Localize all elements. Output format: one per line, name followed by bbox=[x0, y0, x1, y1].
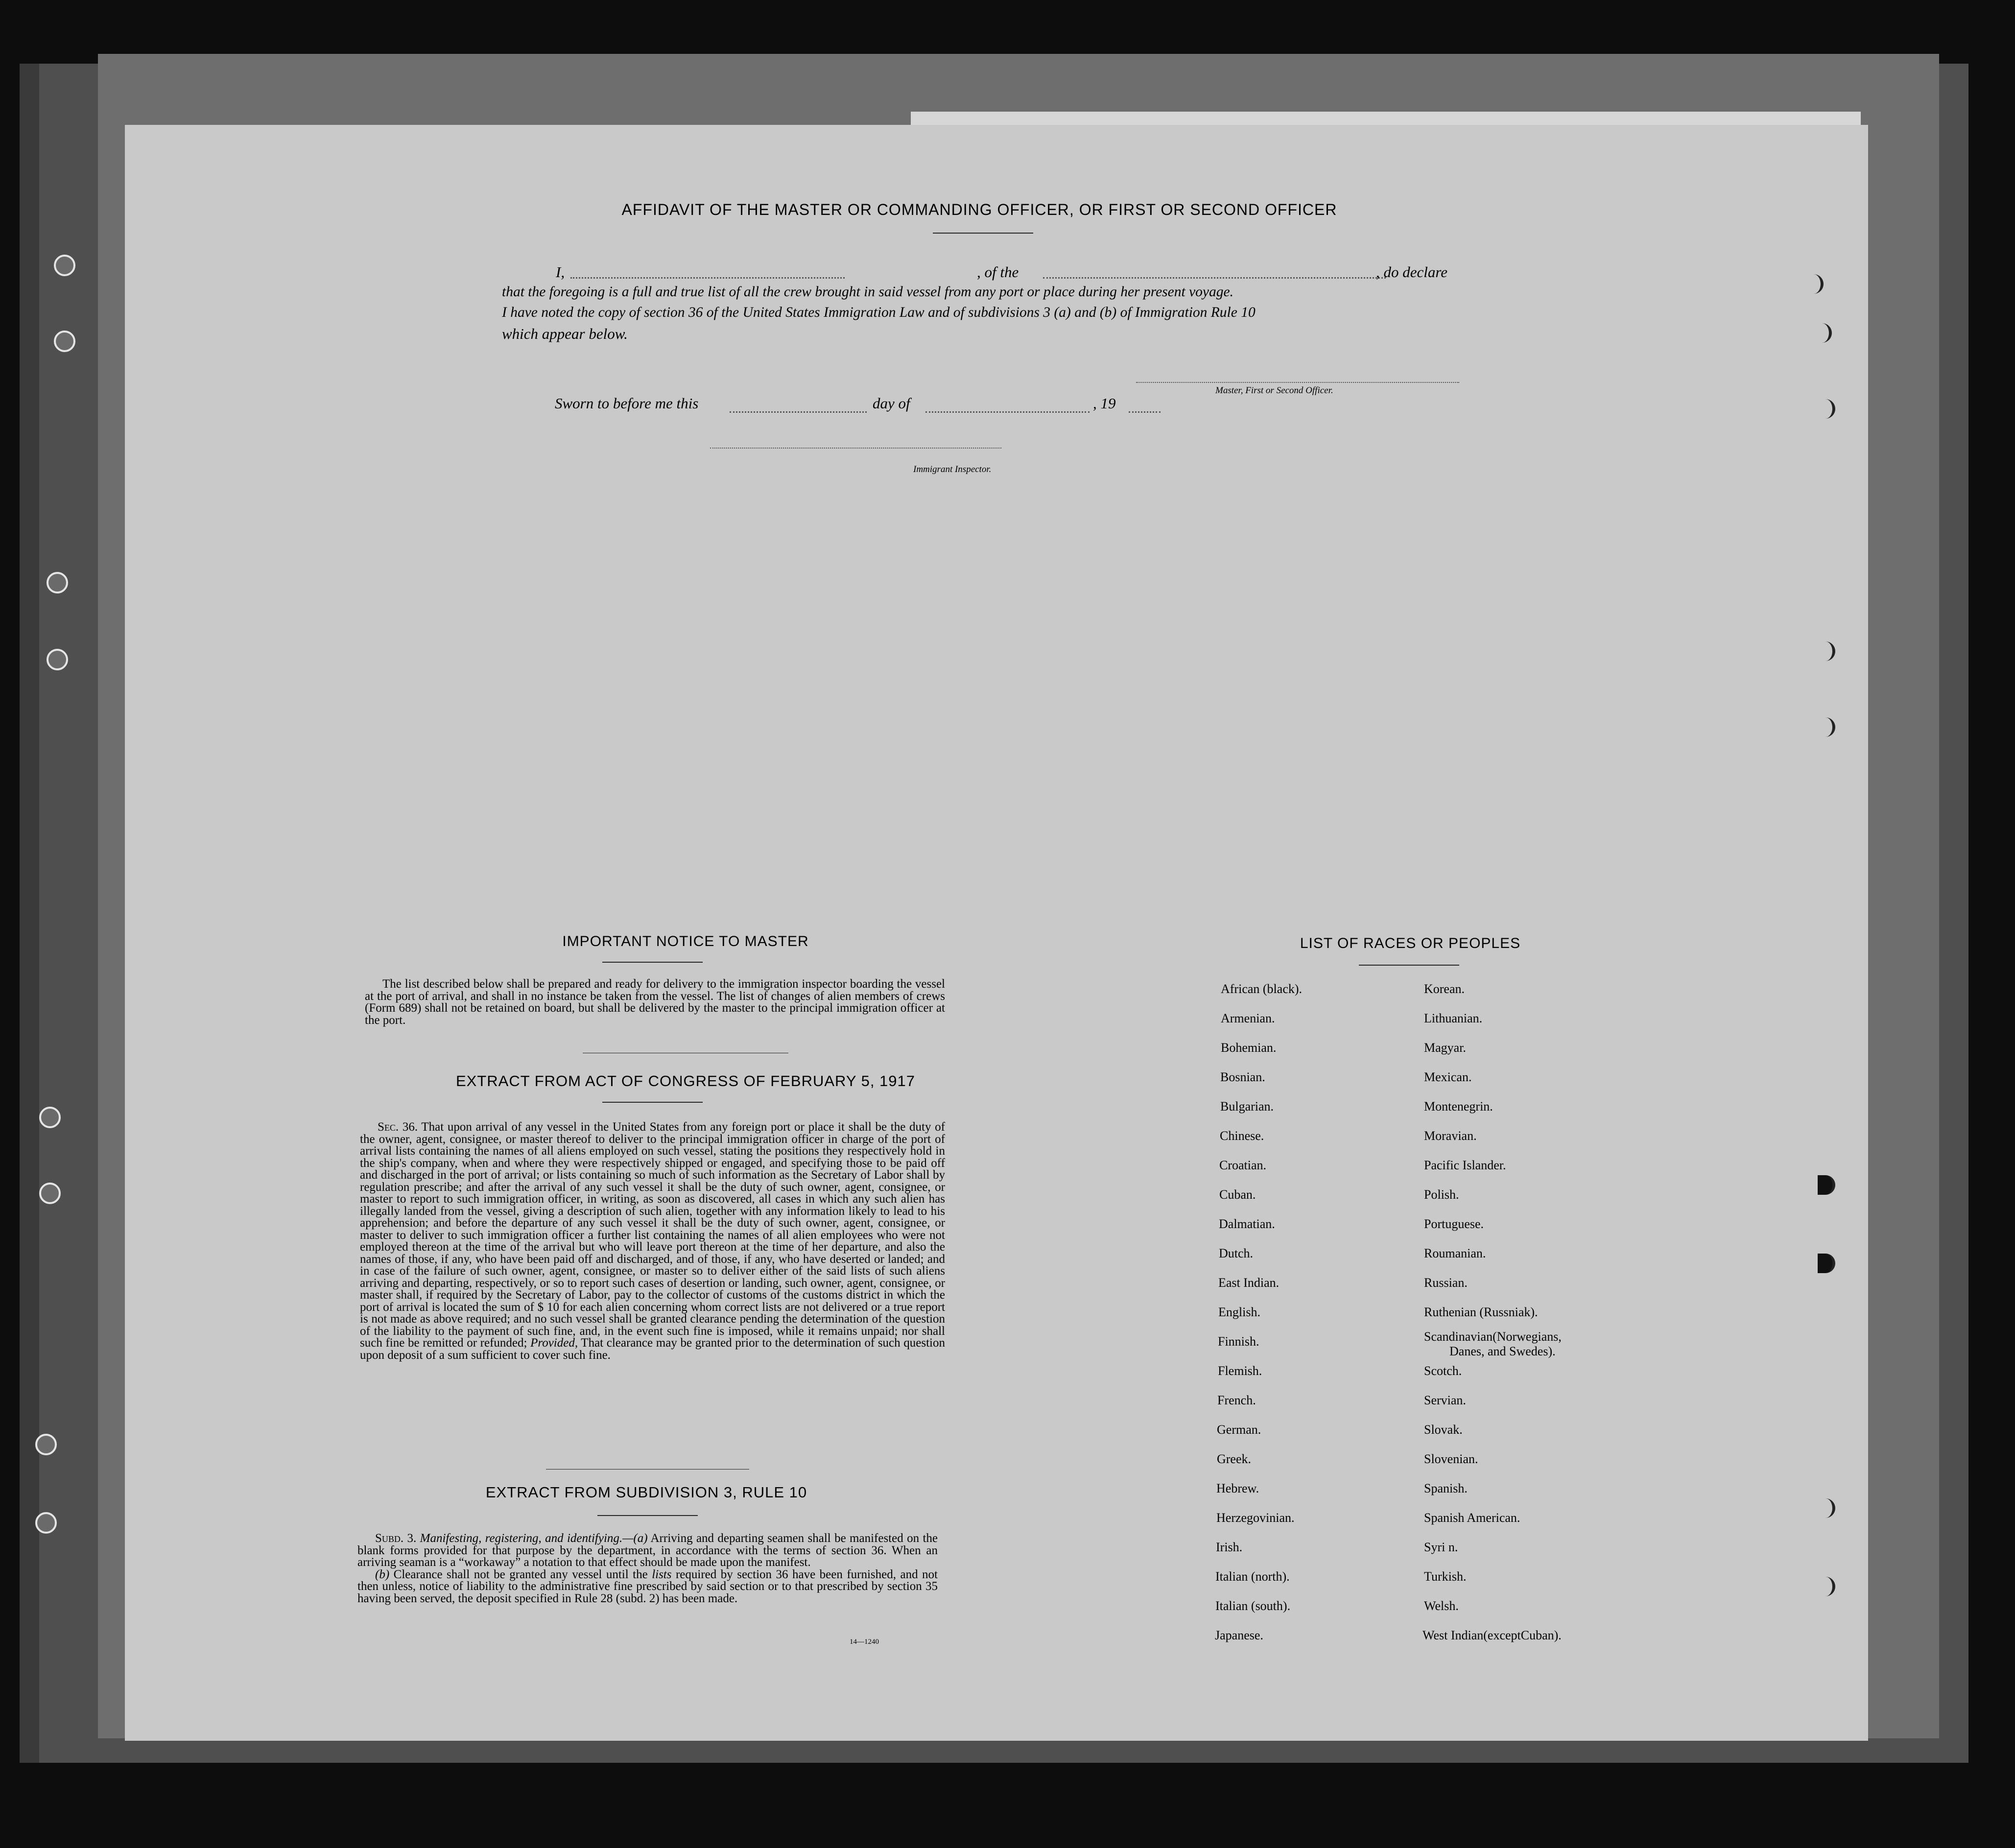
race-item: Lithuanian. bbox=[1424, 1011, 1483, 1025]
race-item: French. bbox=[1217, 1393, 1256, 1407]
day-blank bbox=[730, 411, 867, 413]
name-blank bbox=[570, 277, 845, 279]
race-item: Croatian. bbox=[1219, 1158, 1267, 1172]
year-blank bbox=[1129, 411, 1161, 413]
affidavit-title: AFFIDAVIT OF THE MASTER OR COMMANDING OFFICER, OR FIRST OR SECOND OFFICER bbox=[621, 201, 1337, 218]
signature-label: Master, First or Second Officer. bbox=[1215, 385, 1333, 396]
binder-hole bbox=[47, 572, 68, 593]
race-item: Herzegovinian. bbox=[1216, 1511, 1295, 1525]
race-item: Irish. bbox=[1216, 1540, 1243, 1554]
race-item: Magyar. bbox=[1424, 1041, 1466, 1055]
notice-text-content: The list described below shall be prepared and ready for delivery to the immigration inspector boarding the vessel at the port of arrival, and shall in no instance be taken from the vessel. The list of changes of alien members of crews (Form 689) shall not be retained on board, but shall be delivered by the master to the principal immigration officer at the port. bbox=[365, 977, 945, 1027]
race-item: Polish. bbox=[1424, 1187, 1459, 1202]
race-item: Dutch. bbox=[1219, 1246, 1254, 1260]
race-item: Russian. bbox=[1424, 1276, 1468, 1290]
rule-heading: Manifesting, registering, and identifying.—(a) bbox=[420, 1532, 648, 1545]
notice-title: IMPORTANT NOTICE TO MASTER bbox=[562, 933, 809, 949]
title-rule bbox=[933, 233, 1033, 234]
race-item: Armenian. bbox=[1221, 1011, 1275, 1025]
race-item: Dalmatian. bbox=[1219, 1217, 1275, 1231]
affidavit-line-3: I have noted the copy of section 36 of the United States Immigration Law and of subdivisions 3 (a) and (b) of Immigration Rule 10 bbox=[502, 305, 1256, 320]
rule-lists-word: lists bbox=[652, 1567, 672, 1581]
race-item: African (black). bbox=[1221, 982, 1303, 996]
race-item: Greek. bbox=[1217, 1452, 1252, 1466]
race-item: Pacific Islander. bbox=[1424, 1158, 1506, 1172]
race-item: Scotch. bbox=[1424, 1364, 1462, 1378]
race-item: Finnish. bbox=[1218, 1334, 1259, 1349]
race-item: Mexican. bbox=[1424, 1070, 1472, 1084]
notice-text bbox=[365, 978, 945, 1026]
race-item: Japanese. bbox=[1215, 1628, 1263, 1642]
act-text-content: That upon arrival of any vessel in the United States from any foreign port or place it shall be the duty of the owner, agent, consignee, or master thereof to deliver to the principal immigration officer in charge of the port of arrival lists containing the names of all aliens employed on such vessel, stating the positions they respectively hold in the ship's company, when and where they were respectively shipped or engaged, and specifying those to be paid off and discharged in the port of arrival; or lists containing so much of such information as the Secretary of Labor shall by regulation prescribe; and after the arrival of any such vessel it shall be the duty of such owner, agent, consignee, or master to report to such immigration officer, in writing, as soon as discovered, all cases in which any such alien has illegally landed from the vessel, giving a description of such alien, together with any information likely to lead to his apprehension; and before the departure of any such vessel it shall be the duty of such owner, agent, consignee, or master to deliver to such immigration officer a further list containing the names of all alien employees who were not employed thereon at the time of the arrival but who will leave port thereon at the time of her departure, and also the names of those, if any, who have been paid off and discharged, and of those, if any, who have deserted or landed; and in case of the failure of such owner, agent, consignee, or master so to deliver either of the said lists of such aliens arriving and departing, respectively, or so to report such cases of desertion or landing, such owner, agent, consignee, or master shall, if required by the Secretary of Labor, pay to the collector of customs of the customs district in which the port of arrival is located the sum of $ 10 for each alien concerning whom correct lists are not delivered or a true report is not made as above required; and no such vessel shall be granted clearance pending the determination of the question of the liability to the payment of such fine, and, in the event such fine is imposed, while it remains unpaid; nor shall such fine be remitted or refunded; bbox=[360, 1120, 945, 1350]
day-of: day of bbox=[873, 395, 910, 412]
race-item-continued: Danes, and Swedes). bbox=[1449, 1344, 1556, 1358]
race-item: West Indian(exceptCuban). bbox=[1422, 1628, 1562, 1642]
act-title: EXTRACT FROM ACT OF CONGRESS OF FEBRUARY 5, 1917 bbox=[455, 1072, 916, 1090]
race-item: Ruthenian (Russniak). bbox=[1424, 1305, 1538, 1319]
race-item: Syri n. bbox=[1424, 1540, 1458, 1554]
race-item: Cuban. bbox=[1219, 1187, 1256, 1202]
rule-title: EXTRACT FROM SUBDIVISION 3, RULE 10 bbox=[485, 1484, 807, 1501]
binder-hole bbox=[47, 649, 68, 670]
year-prefix: , 19 bbox=[1093, 395, 1116, 412]
act-text bbox=[360, 1121, 945, 1361]
race-item: Scandinavian(Norwegians, bbox=[1424, 1329, 1562, 1344]
binder-hole bbox=[54, 255, 75, 276]
affidavit-line-4: which appear below. bbox=[502, 325, 628, 342]
rule-label-b: (b) bbox=[375, 1567, 390, 1581]
race-item: Spanish American. bbox=[1424, 1511, 1520, 1525]
act-rule bbox=[602, 1102, 703, 1103]
race-item: Servian. bbox=[1424, 1393, 1466, 1407]
race-item: Montenegrin. bbox=[1424, 1099, 1493, 1114]
sworn-text: Sworn to before me this bbox=[555, 395, 699, 412]
affidavit-declare: , do declare bbox=[1376, 263, 1448, 281]
act-provided: Provided, bbox=[530, 1336, 578, 1350]
signature-line bbox=[1136, 382, 1459, 383]
race-item: Italian (south). bbox=[1215, 1599, 1291, 1613]
binder-hole bbox=[35, 1512, 57, 1534]
rule-text-b2: required by section 36 have been furnished, and not then unless, notice of liability to the administrative fine prescribed by said section or to that prescribed by section 35 having been served, the deposit specified in Rule 28 (subd. 2) has been made. bbox=[357, 1567, 938, 1605]
race-item: Slovak. bbox=[1424, 1422, 1463, 1437]
race-item: Turkish. bbox=[1424, 1569, 1467, 1584]
races-rule bbox=[1359, 965, 1459, 966]
inspector-label: Immigrant Inspector. bbox=[913, 464, 992, 474]
race-item: Hebrew. bbox=[1216, 1481, 1259, 1495]
sheet-edge bbox=[911, 112, 1861, 126]
rule-rule bbox=[597, 1515, 698, 1516]
document-page bbox=[125, 125, 1868, 1741]
rule-subd: Subd. 3. bbox=[375, 1532, 417, 1545]
vessel-blank bbox=[1043, 277, 1386, 279]
race-item: Bulgarian. bbox=[1220, 1099, 1274, 1114]
rule-text bbox=[357, 1533, 938, 1605]
race-item: Portuguese. bbox=[1424, 1217, 1484, 1231]
affidavit-line-2: that the foregoing is a full and true list of all the crew brought in said vessel from any port or place during her present voyage. bbox=[502, 284, 1233, 300]
binder-hole bbox=[39, 1107, 61, 1128]
inspector-line bbox=[710, 448, 1001, 449]
act-sec: Sec. 36. bbox=[378, 1120, 418, 1134]
binder-hole bbox=[39, 1183, 61, 1204]
race-item: Korean. bbox=[1424, 982, 1465, 996]
race-item: Chinese. bbox=[1220, 1129, 1264, 1143]
binder-hole bbox=[35, 1434, 57, 1455]
month-blank bbox=[925, 411, 1090, 413]
form-number: 14—1240 bbox=[850, 1638, 879, 1646]
race-item: Italian (north). bbox=[1215, 1569, 1290, 1584]
affidavit-of-the: , of the bbox=[977, 263, 1019, 281]
race-item: Roumanian. bbox=[1424, 1246, 1486, 1260]
race-item: Spanish. bbox=[1424, 1481, 1468, 1495]
rule-text-a: Arriving and departing seamen shall be manifested on the blank forms provided for that purpose by the department, in accordance with the terms of section 36. When an arriving seaman is a “workaway” a notation to that effect should be made upon the manifest. bbox=[357, 1532, 938, 1569]
race-item: East Indian. bbox=[1218, 1276, 1280, 1290]
race-item: Bohemian. bbox=[1221, 1041, 1277, 1055]
notice-rule bbox=[602, 962, 703, 963]
binder-hole bbox=[54, 331, 75, 352]
race-item: Moravian. bbox=[1424, 1129, 1477, 1143]
rule-text-b1: Clearance shall not be granted any vessel until the bbox=[393, 1567, 648, 1581]
races-title: LIST OF RACES OR PEOPLES bbox=[1300, 935, 1521, 951]
race-item: Welsh. bbox=[1424, 1599, 1459, 1613]
race-item: Flemish. bbox=[1218, 1364, 1262, 1378]
race-item: German. bbox=[1217, 1422, 1261, 1437]
race-item: Bosnian. bbox=[1220, 1070, 1265, 1084]
race-item: English. bbox=[1218, 1305, 1260, 1319]
affidavit-i: I, bbox=[556, 263, 565, 281]
race-item: Slovenian. bbox=[1424, 1452, 1478, 1466]
act-text-end: That clearance may be granted prior to the determination of such question upon deposit of a sum sufficient to cover such fine. bbox=[360, 1336, 946, 1362]
